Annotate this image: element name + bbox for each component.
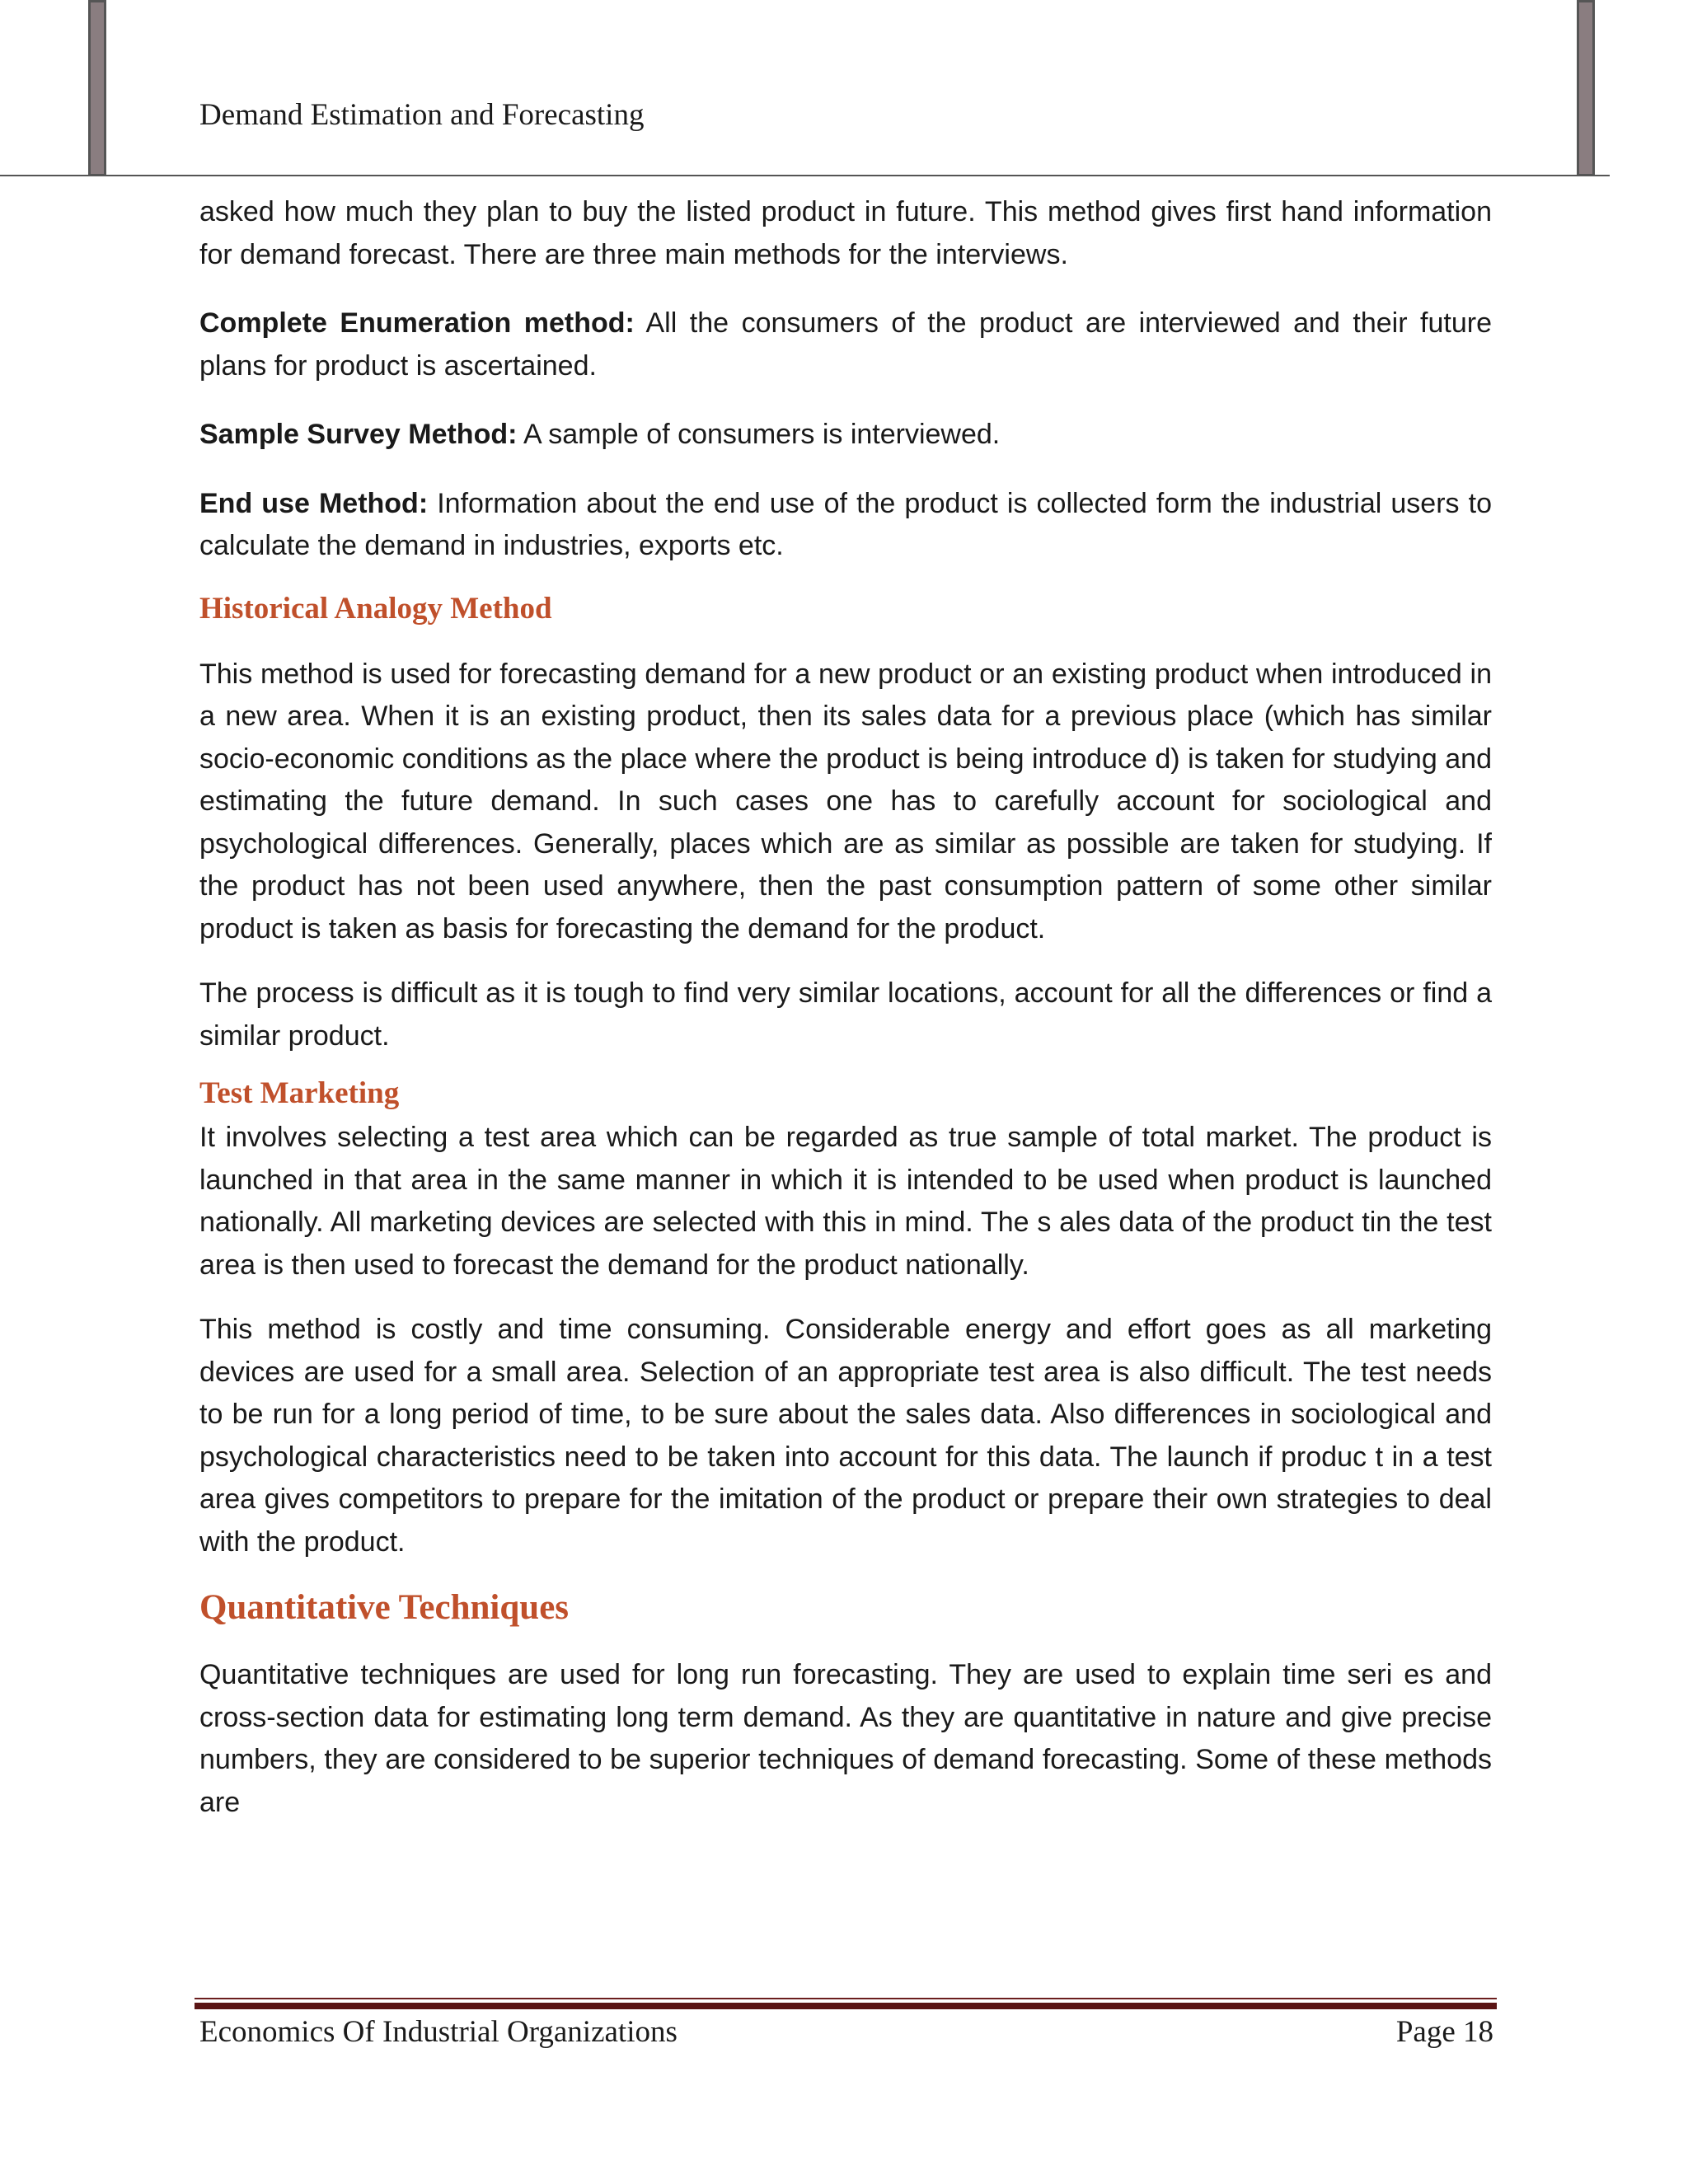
end-use-term: End use Method: — [199, 487, 429, 519]
historical-paragraph-1: This method is used for forecasting demand for a new product or an existing product when introduced in a new area. When it is an existing product, then its sales data for a previous place (which has similar socio-economic conditions as the place where the product is being introduce d) is taken for studying and estimating the future demand. In such cases one has to carefully account for sociological and psychological differences. Generally, places which are as similar as possible are taken for studying. If the product has not been used anywhere, then the past consumption pattern of some other similar product is taken as basis for forecasting the demand for the product. — [199, 658, 1492, 944]
header-right-bar — [1577, 0, 1595, 176]
historical-paragraph-2: The process is difficult as it is tough to find very similar locations, account for all the differences or find a similar product. — [199, 977, 1492, 1052]
page-content — [199, 191, 1492, 1824]
test-marketing-paragraph-1: It involves selecting a test area which can be regarded as true sample of total market. The product is launched in that area in the same manner in which it is intended to be used when product is launched nationally. All marketing devices are selected with this in mind. The s ales data of the product tin the test area is then used to forecast the demand for the product nationally. — [199, 1122, 1492, 1281]
footer-rule-thick — [195, 2003, 1497, 2009]
complete-enumeration-text: All the consumers of the product are interviewed and their future plans for product is ascertained. — [199, 307, 1492, 382]
end-use-text: Information about the end use of the product is collected form the industrial users to calculate the demand in industries, exports etc. — [199, 487, 1492, 561]
header-title: Demand Estimation and Forecasting — [199, 98, 645, 132]
header-rule — [0, 175, 1610, 176]
historical-analogy-heading: Historical Analogy Method — [199, 591, 552, 626]
intro-paragraph: asked how much they plan to buy the listed product in future. This method gives first hand information for demand forecast. There are three main methods for the interviews. — [199, 196, 1492, 270]
footer-page-number: Page 18 — [1395, 2015, 1493, 2049]
sample-survey-text: A sample of consumers is interviewed. — [517, 419, 1001, 450]
complete-enumeration-paragraph — [199, 302, 1492, 387]
header-left-bar — [88, 0, 106, 176]
footer-rule-thin — [195, 1998, 1497, 1999]
quantitative-paragraph: Quantitative techniques are used for long run forecasting. They are used to explain time seri es and cross-section data for estimating long term demand. As they are quantitative in nature and give precise numbers, they are considered to be superior techniques of demand forecasting. Some of these methods are — [199, 1659, 1492, 1818]
complete-enumeration-term: Complete Enumeration method: — [199, 307, 635, 339]
footer-course-title: Economics Of Industrial Organizations — [199, 2015, 678, 2049]
end-use-paragraph — [199, 483, 1492, 568]
sample-survey-term: Sample Survey Method: — [199, 419, 518, 450]
test-marketing-paragraph-2: This method is costly and time consuming. Considerable energy and effort goes as all marketing devices are used for a small area. Selection of an appropriate test area is also difficult. The test needs to be run for a long period of time, to be sure about the sales data. Also differences in sociological and psychological characteristics need to be taken into account for this data. The launch if produc t in a test area gives competitors to prepare for the imitation of the product or prepare their own strategies to deal with the product. — [199, 1314, 1492, 1558]
test-marketing-heading: Test Marketing — [199, 1076, 400, 1110]
quantitative-techniques-heading: Quantitative Techniques — [199, 1588, 570, 1627]
sample-survey-paragraph — [199, 414, 1492, 457]
